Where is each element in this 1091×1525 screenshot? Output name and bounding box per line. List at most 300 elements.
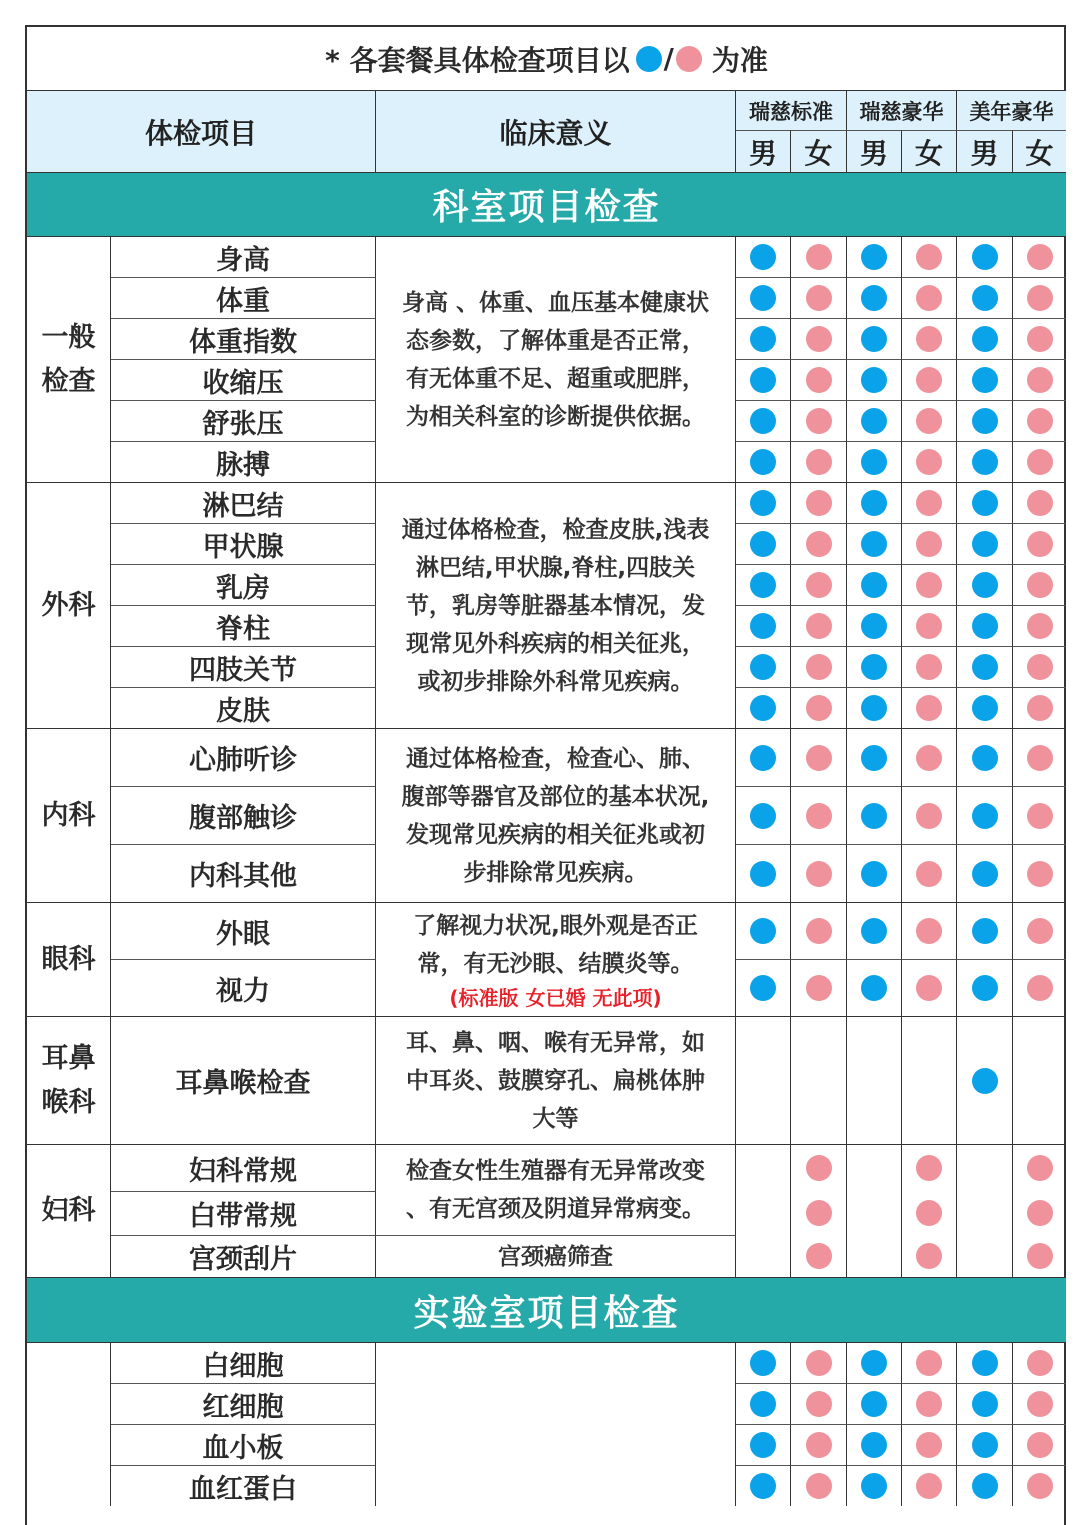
clinical-meaning-line: 身高 、体重、血压基本健康状	[401, 289, 709, 316]
mark-cell	[1013, 277, 1066, 318]
female-dot-icon	[1027, 695, 1053, 721]
mark-cell	[847, 564, 902, 605]
mark-cell	[736, 482, 791, 523]
male-dot-legend-icon	[636, 46, 662, 72]
mark-cell	[847, 482, 902, 523]
mark-cell	[1013, 687, 1066, 728]
mark-cell	[847, 844, 902, 902]
mark-cell	[847, 277, 902, 318]
male-dot-icon	[972, 975, 998, 1001]
clinical-meaning-cell	[376, 728, 736, 902]
female-dot-icon	[1027, 1432, 1053, 1458]
mark-cell	[736, 1016, 791, 1144]
male-dot-icon	[972, 1473, 998, 1499]
mark-cell	[957, 564, 1013, 605]
mark-cell	[791, 1424, 847, 1465]
male-dot-icon	[861, 244, 887, 270]
female-dot-icon	[1027, 326, 1053, 352]
mark-cell	[736, 786, 791, 844]
header-male: 男	[847, 130, 902, 172]
clinical-meaning-cell	[376, 902, 736, 1016]
mark-cell	[736, 605, 791, 646]
female-dot-icon	[916, 654, 942, 680]
female-dot-icon	[806, 695, 832, 721]
female-dot-icon	[1027, 654, 1053, 680]
mark-cell	[791, 318, 847, 359]
male-dot-icon	[972, 861, 998, 887]
mark-cell	[791, 523, 847, 564]
mark-cell	[1013, 844, 1066, 902]
clinical-meaning-line: 或初步排除外科常见疾病。	[417, 668, 694, 695]
mark-cell	[847, 318, 902, 359]
category-cell	[27, 1144, 111, 1277]
female-dot-icon	[1027, 1391, 1053, 1417]
category-cell	[27, 728, 111, 902]
clinical-meaning-line: 了解视力状况,眼外观是否正	[413, 912, 698, 939]
female-dot-icon	[916, 1243, 942, 1269]
mark-cell	[736, 1144, 791, 1191]
mark-cell	[847, 441, 902, 482]
mark-cell	[1013, 1342, 1066, 1383]
male-dot-icon	[750, 695, 776, 721]
table-row-item-name: 腹部触诊	[111, 786, 376, 844]
mark-cell	[847, 400, 902, 441]
mark-cell	[736, 1235, 791, 1277]
category-label: 妇科	[41, 1195, 96, 1226]
mark-cell	[847, 959, 902, 1016]
male-dot-icon	[972, 326, 998, 352]
mark-cell	[1013, 1144, 1066, 1191]
header-female: 女	[1013, 130, 1066, 172]
male-dot-icon	[972, 918, 998, 944]
mark-cell	[957, 646, 1013, 687]
table-row-item-name: 视力	[111, 959, 376, 1016]
male-dot-icon	[972, 1350, 998, 1376]
male-dot-icon	[861, 449, 887, 475]
mark-cell	[736, 687, 791, 728]
male-dot-icon	[861, 367, 887, 393]
male-dot-icon	[861, 613, 887, 639]
mark-cell	[957, 902, 1013, 959]
male-dot-icon	[861, 745, 887, 771]
mark-cell	[957, 1383, 1013, 1424]
table-row-item-name: 妇科常规	[111, 1144, 376, 1191]
table-row-item-name: 心肺听诊	[111, 728, 376, 786]
mark-cell	[902, 359, 957, 400]
mark-cell	[791, 844, 847, 902]
female-dot-icon	[1027, 490, 1053, 516]
female-dot-icon	[1027, 861, 1053, 887]
female-dot-icon	[806, 613, 832, 639]
female-dot-icon	[916, 1391, 942, 1417]
female-dot-icon	[806, 367, 832, 393]
mark-cell	[957, 1424, 1013, 1465]
female-dot-icon	[1027, 975, 1053, 1001]
mark-cell	[1013, 1424, 1066, 1465]
mark-cell	[791, 1235, 847, 1277]
table-row-item-name: 体重指数	[111, 318, 376, 359]
category-cell	[27, 1342, 111, 1506]
female-dot-icon	[916, 531, 942, 557]
male-dot-icon	[972, 745, 998, 771]
clinical-meaning-line: 态参数，了解体重是否正常，	[406, 327, 705, 354]
female-dot-icon	[806, 572, 832, 598]
clinical-meaning-line: 大等	[532, 1105, 579, 1132]
male-dot-icon	[750, 803, 776, 829]
mark-cell	[736, 646, 791, 687]
mark-cell	[791, 786, 847, 844]
mark-cell	[791, 236, 847, 277]
female-dot-icon	[806, 1473, 832, 1499]
table-row-item-name: 身高	[111, 236, 376, 277]
female-dot-icon	[806, 918, 832, 944]
section-band: 科室项目检查	[27, 172, 1066, 236]
male-dot-icon	[750, 244, 776, 270]
mark-cell	[847, 1016, 902, 1144]
clinical-meaning-cell	[376, 236, 736, 482]
mark-cell	[902, 844, 957, 902]
header-male: 男	[957, 130, 1013, 172]
mark-cell	[957, 605, 1013, 646]
exclusion-note: (标准版 女已婚 无此项)	[449, 985, 662, 1010]
checkup-table	[25, 25, 1066, 1525]
mark-cell	[957, 236, 1013, 277]
table-row-item-name: 脊柱	[111, 605, 376, 646]
clinical-meaning-cell	[376, 1144, 736, 1235]
table-row-item-name: 白细胞	[111, 1342, 376, 1383]
mark-cell	[902, 687, 957, 728]
table-row-item-name: 血红蛋白	[111, 1465, 376, 1506]
female-dot-icon	[806, 1432, 832, 1458]
female-dot-icon	[916, 326, 942, 352]
mark-cell	[847, 1424, 902, 1465]
female-dot-icon	[806, 861, 832, 887]
female-dot-icon	[806, 745, 832, 771]
female-dot-icon	[916, 367, 942, 393]
header-meaning-column: 临床意义	[376, 90, 736, 172]
male-dot-icon	[861, 490, 887, 516]
table-row-item-name: 皮肤	[111, 687, 376, 728]
mark-cell	[957, 523, 1013, 564]
male-dot-icon	[861, 408, 887, 434]
mark-cell	[902, 277, 957, 318]
mark-cell	[957, 786, 1013, 844]
mark-cell	[957, 1235, 1013, 1277]
male-dot-icon	[861, 326, 887, 352]
mark-cell	[847, 1383, 902, 1424]
female-dot-icon	[916, 285, 942, 311]
mark-cell	[791, 605, 847, 646]
mark-cell	[957, 359, 1013, 400]
mark-cell	[736, 236, 791, 277]
male-dot-icon	[972, 803, 998, 829]
mark-cell	[957, 844, 1013, 902]
female-dot-icon	[1027, 1473, 1053, 1499]
male-dot-icon	[972, 1068, 998, 1094]
mark-cell	[957, 1016, 1013, 1144]
mark-cell	[736, 1383, 791, 1424]
header-item-column: 体检项目	[27, 90, 376, 172]
female-dot-icon	[916, 975, 942, 1001]
mark-cell	[736, 318, 791, 359]
clinical-meaning-line: 步排除常见疾病。	[463, 859, 648, 886]
mark-cell	[847, 1191, 902, 1235]
male-dot-icon	[750, 367, 776, 393]
male-dot-icon	[972, 408, 998, 434]
header-female: 女	[791, 130, 847, 172]
clinical-meaning-line: 通过体格检查，检查心、肺、	[406, 745, 705, 772]
mark-cell	[736, 959, 791, 1016]
female-dot-icon	[1027, 613, 1053, 639]
male-dot-icon	[750, 572, 776, 598]
header-male: 男	[736, 130, 791, 172]
mark-cell	[902, 1016, 957, 1144]
female-dot-icon	[806, 975, 832, 1001]
female-dot-icon	[806, 408, 832, 434]
clinical-meaning-line: 为相关科室的诊断提供依据。	[406, 403, 705, 430]
clinical-meaning-line: 淋巴结,甲状腺,脊柱,四肢关	[415, 554, 696, 581]
male-dot-icon	[972, 654, 998, 680]
female-dot-icon	[916, 613, 942, 639]
mark-cell	[902, 318, 957, 359]
mark-cell	[847, 687, 902, 728]
clinical-meaning-line: 检查女性生殖器有无异常改变	[406, 1158, 705, 1184]
mark-cell	[902, 482, 957, 523]
male-dot-icon	[972, 572, 998, 598]
mark-cell	[791, 400, 847, 441]
male-dot-icon	[750, 449, 776, 475]
mark-cell	[957, 318, 1013, 359]
female-dot-icon	[916, 572, 942, 598]
male-dot-icon	[972, 1391, 998, 1417]
mark-cell	[791, 1016, 847, 1144]
male-dot-icon	[750, 975, 776, 1001]
category-cell	[27, 902, 111, 1016]
clinical-meaning-cell: 宫颈癌筛查	[376, 1235, 736, 1277]
male-dot-icon	[750, 654, 776, 680]
male-dot-icon	[861, 1473, 887, 1499]
clinical-meaning-line: 、有无宫颈及阴道异常病变。	[406, 1196, 705, 1222]
female-dot-icon	[1027, 1243, 1053, 1269]
mark-cell	[957, 1144, 1013, 1191]
mark-cell	[791, 1144, 847, 1191]
category-label: 一般	[41, 321, 96, 353]
male-dot-icon	[750, 1350, 776, 1376]
mark-cell	[902, 236, 957, 277]
category-label: 外科	[41, 589, 96, 621]
female-dot-icon	[916, 408, 942, 434]
male-dot-icon	[972, 1432, 998, 1458]
category-cell	[27, 1016, 111, 1144]
table-row-item-name: 宫颈刮片	[111, 1235, 376, 1277]
male-dot-icon	[972, 449, 998, 475]
female-dot-icon	[1027, 408, 1053, 434]
clinical-meaning-line: 发现常见疾病的相关征兆或初	[406, 821, 705, 848]
mark-cell	[1013, 1191, 1066, 1235]
mark-cell	[1013, 441, 1066, 482]
mark-cell	[1013, 1235, 1066, 1277]
male-dot-icon	[861, 695, 887, 721]
male-dot-icon	[972, 490, 998, 516]
clinical-meaning-line: 腹部等器官及部位的基本状况,	[401, 783, 710, 810]
mark-cell	[736, 359, 791, 400]
mark-cell	[847, 1235, 902, 1277]
mark-cell	[902, 646, 957, 687]
female-dot-icon	[916, 449, 942, 475]
mark-cell	[902, 728, 957, 786]
female-dot-icon	[916, 861, 942, 887]
mark-cell	[847, 646, 902, 687]
mark-cell	[957, 1191, 1013, 1235]
table-row-item-name: 收缩压	[111, 359, 376, 400]
female-dot-icon	[1027, 918, 1053, 944]
mark-cell	[1013, 1383, 1066, 1424]
mark-cell	[902, 1191, 957, 1235]
male-dot-icon	[861, 572, 887, 598]
clinical-meaning-cell	[376, 1342, 736, 1506]
mark-cell	[902, 959, 957, 1016]
table-row-item-name: 淋巴结	[111, 482, 376, 523]
mark-cell	[957, 1342, 1013, 1383]
mark-cell	[957, 482, 1013, 523]
mark-cell	[957, 687, 1013, 728]
female-dot-icon	[1027, 1155, 1053, 1181]
mark-cell	[902, 523, 957, 564]
mark-cell	[902, 564, 957, 605]
male-dot-icon	[861, 1391, 887, 1417]
mark-cell	[791, 902, 847, 959]
mark-cell	[902, 400, 957, 441]
mark-cell	[902, 1235, 957, 1277]
mark-cell	[1013, 564, 1066, 605]
mark-cell	[736, 1191, 791, 1235]
mark-cell	[902, 441, 957, 482]
category-label: 眼科	[41, 943, 96, 975]
title-slash: /	[663, 42, 674, 75]
title-suffix: 为准	[711, 43, 768, 77]
table-title	[27, 27, 1066, 90]
male-dot-icon	[750, 861, 776, 887]
header-package-1: 瑞慈标准	[736, 90, 847, 130]
category-label: 检查	[41, 365, 96, 397]
mark-cell	[847, 236, 902, 277]
male-dot-icon	[972, 367, 998, 393]
mark-cell	[791, 1383, 847, 1424]
clinical-meaning-line: 中耳炎、鼓膜穿孔、扁桃体肿	[406, 1067, 705, 1094]
mark-cell	[1013, 646, 1066, 687]
category-label: 喉科	[41, 1086, 96, 1118]
female-dot-icon	[806, 654, 832, 680]
mark-cell	[736, 523, 791, 564]
male-dot-icon	[861, 861, 887, 887]
title-prefix: * 各套餐具体检查项目以	[325, 43, 630, 77]
clinical-meaning-cell	[376, 482, 736, 728]
male-dot-icon	[861, 1432, 887, 1458]
female-dot-icon	[1027, 1200, 1053, 1226]
table-row-item-name: 甲状腺	[111, 523, 376, 564]
female-dot-icon	[1027, 1350, 1053, 1376]
female-dot-icon	[916, 1350, 942, 1376]
female-dot-icon	[806, 531, 832, 557]
female-dot-icon	[806, 1155, 832, 1181]
female-dot-icon	[916, 1200, 942, 1226]
female-dot-icon	[1027, 572, 1053, 598]
mark-cell	[902, 902, 957, 959]
clinical-meaning-line: 现常见外科疾病的相关征兆，	[406, 630, 705, 657]
clinical-meaning-cell	[376, 1016, 736, 1144]
category-cell	[27, 236, 111, 482]
female-dot-icon	[1027, 745, 1053, 771]
mark-cell	[1013, 605, 1066, 646]
mark-cell	[1013, 482, 1066, 523]
male-dot-icon	[972, 613, 998, 639]
female-dot-icon	[1027, 803, 1053, 829]
male-dot-icon	[750, 1473, 776, 1499]
female-dot-icon	[1027, 285, 1053, 311]
clinical-meaning-line: 通过体格检查，检查皮肤,浅表	[401, 516, 710, 543]
mark-cell	[791, 564, 847, 605]
mark-cell	[957, 728, 1013, 786]
female-dot-icon	[916, 1473, 942, 1499]
female-dot-icon	[806, 1200, 832, 1226]
section-band: 实验室项目检查	[27, 1277, 1066, 1342]
mark-cell	[902, 605, 957, 646]
male-dot-icon	[972, 244, 998, 270]
mark-cell	[791, 359, 847, 400]
mark-cell	[1013, 786, 1066, 844]
table-row-item-name: 体重	[111, 277, 376, 318]
table-row-item-name: 乳房	[111, 564, 376, 605]
female-dot-icon	[916, 1155, 942, 1181]
mark-cell	[736, 441, 791, 482]
male-dot-icon	[972, 695, 998, 721]
mark-cell	[791, 1342, 847, 1383]
mark-cell	[736, 728, 791, 786]
male-dot-icon	[750, 326, 776, 352]
male-dot-icon	[972, 531, 998, 557]
mark-cell	[1013, 1016, 1066, 1144]
mark-cell	[736, 400, 791, 441]
female-dot-icon	[806, 490, 832, 516]
female-dot-icon	[916, 918, 942, 944]
female-dot-icon	[806, 285, 832, 311]
male-dot-icon	[861, 1350, 887, 1376]
male-dot-icon	[750, 531, 776, 557]
male-dot-icon	[750, 1391, 776, 1417]
table-row-item-name: 舒张压	[111, 400, 376, 441]
header-female: 女	[902, 130, 957, 172]
male-dot-icon	[750, 745, 776, 771]
mark-cell	[847, 1342, 902, 1383]
female-dot-icon	[806, 1350, 832, 1376]
mark-cell	[1013, 236, 1066, 277]
mark-cell	[791, 959, 847, 1016]
mark-cell	[847, 786, 902, 844]
clinical-meaning-line: 耳、鼻、咽、喉有无异常，如	[406, 1029, 705, 1056]
header-package-2: 瑞慈豪华	[847, 90, 957, 130]
female-dot-icon	[1027, 449, 1053, 475]
mark-cell	[847, 359, 902, 400]
mark-cell	[1013, 359, 1066, 400]
clinical-meaning-line: 有无体重不足、超重或肥胖，	[406, 365, 705, 392]
mark-cell	[791, 482, 847, 523]
mark-cell	[847, 605, 902, 646]
male-dot-icon	[861, 654, 887, 680]
male-dot-icon	[861, 531, 887, 557]
female-dot-icon	[806, 1391, 832, 1417]
mark-cell	[902, 1383, 957, 1424]
male-dot-icon	[861, 918, 887, 944]
